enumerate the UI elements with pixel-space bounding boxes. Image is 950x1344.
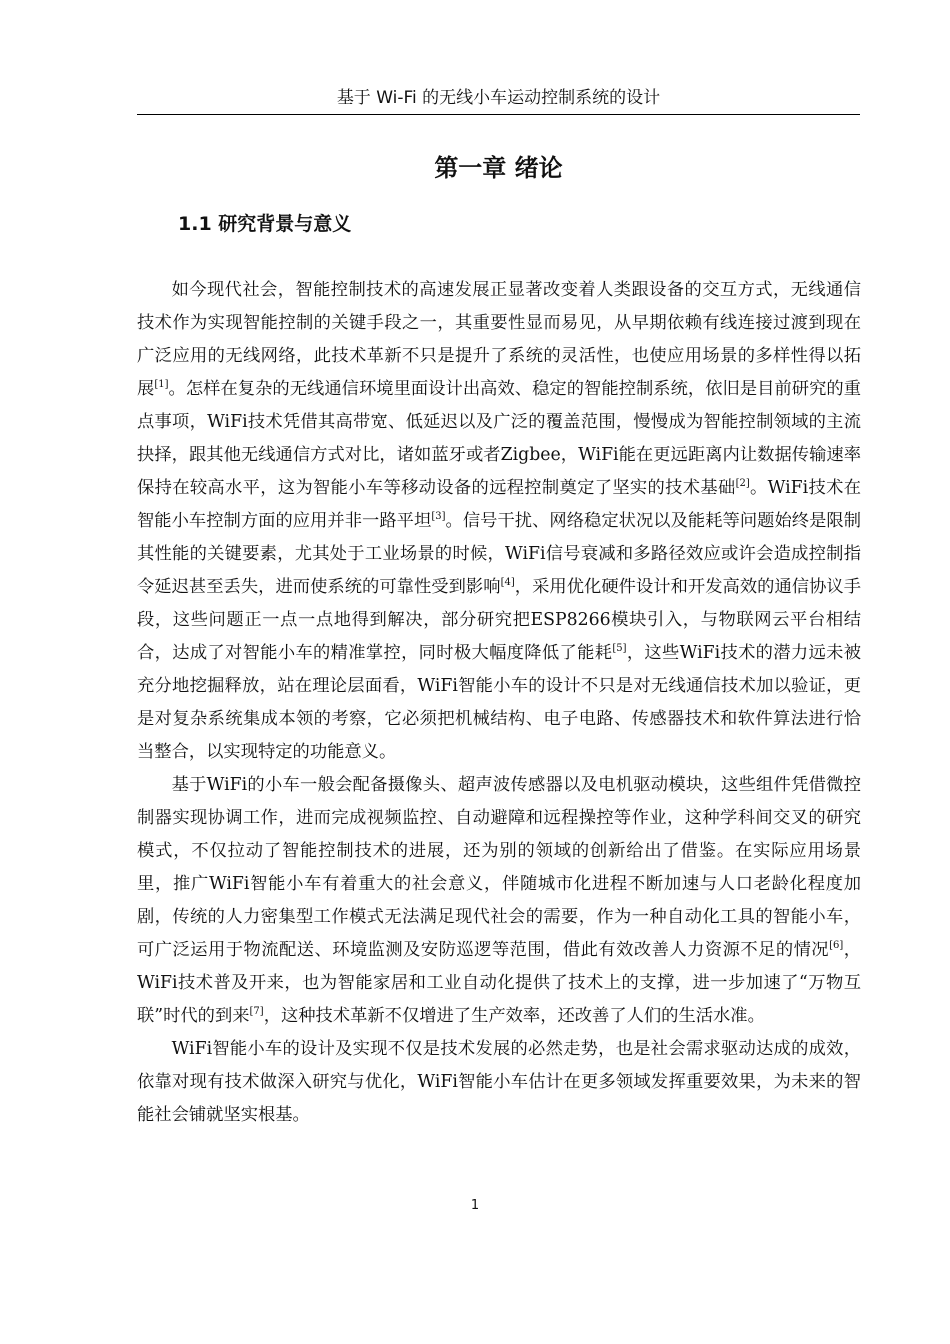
paragraph-3: WiFi智能小车的设计及实现不仅是技术发展的必然走势，也是社会需求驱动达成的成效，依靠对现有技术做深入研究与优化，WiFi智能小车估计在更多领域发挥重要效果，为未来的智能社会铺就坚实根基。 bbox=[137, 1039, 861, 1125]
citation-3: [3] bbox=[431, 511, 446, 522]
chapter-title: 第一章 绪论 bbox=[434, 154, 563, 182]
paragraph-1: 如今现代社会，智能控制技术的高速发展正显著改变着人类跟设备的交互方式，无线通信技术作为实现智能控制的关键手段之一，其重要性显而易见，从早期依赖有线连接过渡到现在广泛应用的无线网络，此技术革新不只是提升了系统的灵活性，也使应用场景的多样性得以拓展[1]。怎样在复杂的无线通信环境里面设计出高效、稳定的智能控制系统，依旧是目前研究的重点事项，WiFi技术凭借其高带宽、低延迟以及广泛的覆盖范围，慢慢成为智能控制领域的主流抉择，跟其他无线通信方式对比，诸如蓝牙或者Zigbee，WiFi能在更远距离内让数据传输速率保持在较高水平，这为智能小车等移动设备的远程控制奠定了坚实的技术基础[2]。WiFi技术在智能小车控制方面的应用并非一路平坦[3]。信号干扰、网络稳定状况以及能耗等问题始终是限制其性能的关键要素，尤其处于工业场景的时候，WiFi信号衰减和多路径效应或许会造成控制指令延迟甚至丢失，进而使系统的可靠性受到影响[4]，采用优化硬件设计和开发高效的通信协议手段，这些问题正一点一点地得到解决，部分研究把ESP8266模块引入，与物联网云平台相结合，达成了对智能小车的精准掌控，同时极大幅度降低了能耗[5]，这些WiFi技术的潜力远未被充分地挖掘释放，站在理论层面看，WiFi智能小车的设计不只是对无线通信技术加以验证，更是对复杂系统集成本领的考察，它必须把机械结构、电子电路、传感器技术和软件算法进行恰当整合，以实现特定的功能意义。 bbox=[137, 280, 861, 762]
citation-1: [1] bbox=[154, 379, 169, 390]
page-number: 1 bbox=[470, 1198, 480, 1213]
running-header: 基于 Wi-Fi 的无线小车运动控制系统的设计 bbox=[336, 88, 661, 108]
citation-6: [6] bbox=[829, 940, 844, 951]
citation-5: [5] bbox=[612, 643, 627, 654]
header-rule bbox=[137, 114, 860, 115]
citation-4: [4] bbox=[500, 577, 515, 588]
citation-2: [2] bbox=[735, 478, 750, 489]
body-text bbox=[137, 274, 861, 1132]
section-heading: 1.1 研究背景与意义 bbox=[178, 213, 352, 235]
paragraph-2: 基于WiFi的小车一般会配备摄像头、超声波传感器以及电机驱动模块，这些组件凭借微控制器实现协调工作，进而完成视频监控、自动避障和远程操控等作业，这种学科间交叉的研究模式，不仅拉动了智能控制技术的进展，还为别的领域的创新给出了借鉴。在实际应用场景里，推广WiFi智能小车有着重大的社会意义，伴随城市化进程不断加速与人口老龄化程度加剧，传统的人力密集型工作模式无法满足现代社会的需要，作为一种自动化工具的智能小车，可广泛运用于物流配送、环境监测及安防巡逻等范围，借此有效改善人力资源不足的情况[6]，WiFi技术普及开来，也为智能家居和工业自动化提供了技术上的支撑，进一步加速了“万物互联”时代的到来[7]，这种技术革新不仅增进了生产效率，还改善了人们的生活水准。 bbox=[137, 775, 861, 1026]
citation-7: [7] bbox=[249, 1006, 264, 1017]
